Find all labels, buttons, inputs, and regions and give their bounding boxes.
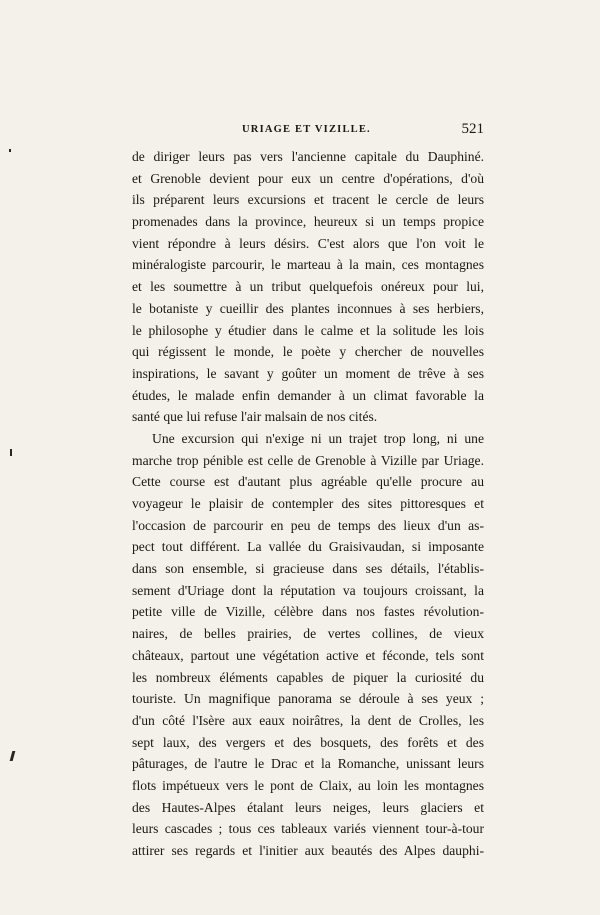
running-head — [132, 121, 484, 140]
text-line: le botaniste y cueillir des plantes inconnues à ses herbiers, — [132, 300, 484, 316]
text-line: de diriger leurs pas vers l'ancienne capitale du Dauphiné. — [132, 149, 484, 164]
text-line: les nombreux éléments capables de piquer la curiosité du — [132, 669, 484, 685]
text-line: santé que lui refuse l'air malsain de nos cités. — [132, 409, 378, 425]
text-line: et les soumettre à un tribut quelquefois onéreux pour lui, — [132, 279, 484, 295]
text-line: promenades dans la province, heureux si un temps propice — [132, 214, 484, 230]
text-line: le philosophe y étudier dans le calme et la solitude les lois — [132, 322, 484, 338]
text-line: pect tout différent. La vallée du Graisivaudan, si imposante — [132, 539, 484, 555]
text-line: attirer ses regards et l'initier aux beautés des Alpes dauphi- — [132, 843, 484, 858]
text-line: Cette course est d'autant plus agréable qu'elle procure au — [132, 474, 484, 490]
text-line: touriste. Un magnifique panorama se déroule à ses yeux ; — [132, 691, 484, 707]
margin-speck — [9, 149, 11, 152]
text-line: voyageur le plaisir de contempler des sites pittoresques et — [132, 496, 484, 511]
text-line: qui régissent le monde, le poète y chercher de nouvelles — [132, 344, 484, 360]
text-line: châteaux, partout une végétation active et féconde, tels sont — [132, 647, 484, 663]
text-line: minéralogiste parcourir, le marteau à la main, ces montagnes — [132, 257, 484, 273]
margin-speck — [10, 449, 12, 456]
text-line: des Hautes-Alpes étalant leurs neiges, leurs glaciers et — [132, 799, 484, 815]
text-line: petite ville de Vizille, célèbre dans nos fastes révolution- — [132, 604, 484, 620]
text-line: études, le malade enfin demander à un climat favorable la — [132, 387, 484, 403]
text-line: sept laux, des vergers et des bosquets, des forêts et des — [132, 734, 484, 750]
margin-speck — [10, 751, 16, 761]
text-line: dans son ensemble, si gracieuse dans ses détails, l'établis- — [132, 561, 484, 577]
text-line: d'un côté l'Isère aux eaux noirâtres, la dent de Crolles, les — [132, 712, 484, 728]
text-line: ils préparent leurs excursions et tracent le cercle de leurs — [132, 192, 484, 208]
text-line: inspirations, le savant y goûter un moment de trêve à ses — [132, 365, 484, 381]
text-line: leurs cascades ; tous ces tableaux variés viennent tour-à-tour — [132, 821, 484, 837]
running-title: URIAGE ET VIZILLE. — [242, 124, 371, 135]
body-text — [132, 146, 484, 862]
page-number: 521 — [461, 121, 484, 137]
text-line: pâturages, de l'autre le Drac et la Romanche, unissant leurs — [132, 756, 484, 772]
text-line: sement d'Uriage dont la réputation va toujours croissant, la — [132, 582, 484, 598]
text-line: vient répondre à leurs désirs. C'est alors que l'on voit le — [132, 235, 484, 251]
text-line: flots impétueux vers le pont de Claix, au loin les montagnes — [132, 777, 484, 793]
text-line: naires, de belles prairies, de vertes collines, de vieux — [132, 626, 484, 642]
text-line: marche trop pénible est celle de Grenoble à Vizille par Uriage. — [132, 452, 484, 468]
text-line: l'occasion de parcourir en peu de temps des lieux d'un as- — [132, 517, 484, 533]
text-line: et Grenoble devient pour eux un centre d'opérations, d'où — [132, 170, 484, 186]
text-line: Une excursion qui n'exige ni un trajet trop long, ni une — [152, 430, 484, 446]
